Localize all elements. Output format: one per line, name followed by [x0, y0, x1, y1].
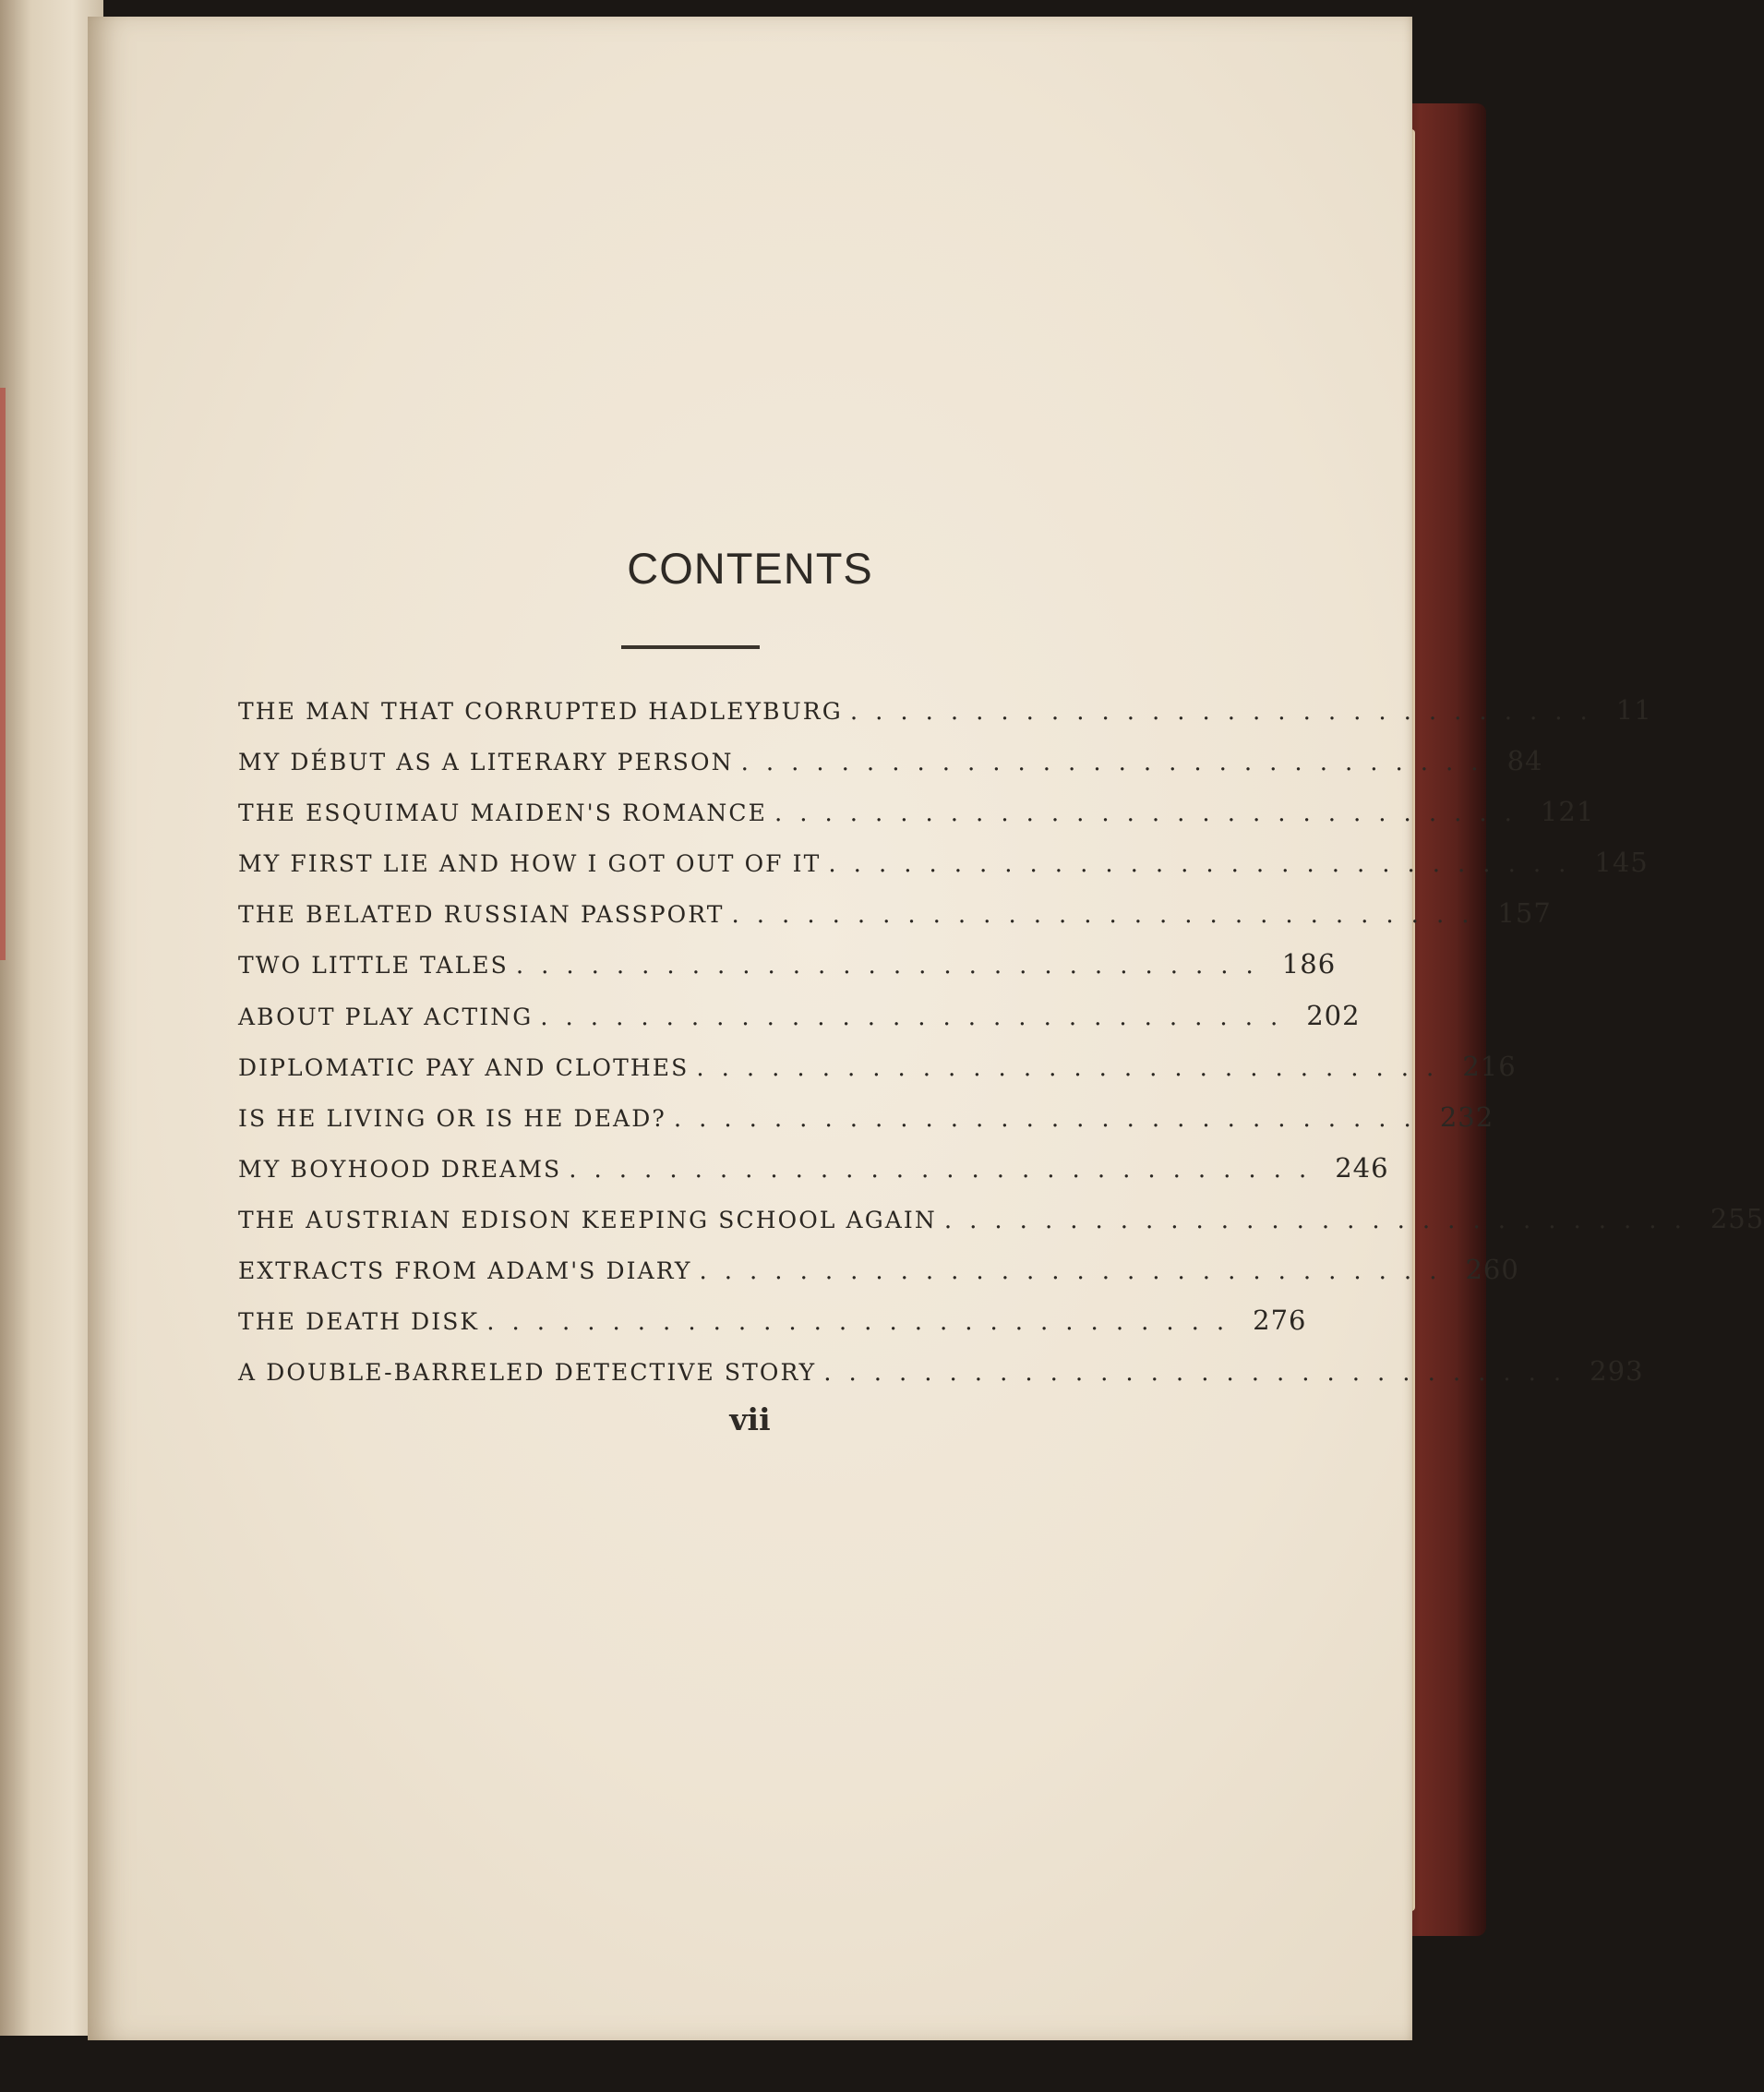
toc-leader-dots: ..............................	[540, 1003, 1296, 1031]
toc-leader-dots: ..............................	[828, 850, 1584, 879]
toc-entry-title: EXTRACTS FROM ADAM'S DIARY	[238, 1257, 692, 1285]
toc-entry-page: 121	[1540, 796, 1595, 828]
toc-leader-dots: ..............................	[740, 749, 1496, 777]
toc-entry-title: MY FIRST LIE AND HOW I GOT OUT OF IT	[238, 850, 822, 878]
toc-entry	[238, 1050, 1517, 1101]
toc-entry	[238, 1151, 1389, 1203]
left-page-edge-marks	[0, 388, 6, 960]
toc-leader-dots: ..............................	[774, 800, 1530, 828]
toc-entry-page: 157	[1497, 897, 1552, 930]
toc-leader-dots: ..............................	[673, 1104, 1429, 1133]
toc-entry-page: 293	[1590, 1355, 1644, 1388]
toc-entry-title: MY DÉBUT AS A LITERARY PERSON	[238, 749, 734, 776]
toc-entry-title: IS HE LIVING OR IS HE DEAD?	[238, 1104, 666, 1132]
toc-entry-page: 202	[1306, 999, 1361, 1031]
toc-entry-title: THE BELATED RUSSIAN PASSPORT	[238, 901, 725, 929]
toc-entry	[238, 1254, 1519, 1304]
toc-entry-page: 186	[1281, 948, 1337, 980]
toc-entry-title: ABOUT PLAY ACTING	[238, 1003, 534, 1030]
toc-entry	[238, 948, 1337, 999]
toc-entry-page: 232	[1439, 1100, 1494, 1133]
toc-entry-title: THE MAN THAT CORRUPTED HADLEYBURG	[238, 698, 843, 725]
toc-entry-title: A DOUBLE-BARRELED DETECTIVE STORY	[238, 1359, 817, 1387]
toc-entry	[238, 1202, 1764, 1254]
toc-leader-dots: ..............................	[699, 1257, 1455, 1286]
toc-entry-title: MY BOYHOOD DREAMS	[238, 1155, 562, 1183]
toc-entry-title: TWO LITTLE TALES	[238, 952, 509, 980]
toc-entry	[238, 1100, 1494, 1152]
toc-entry	[238, 694, 1652, 745]
toc-entry-page: 255	[1710, 1202, 1764, 1234]
toc-leader-dots: ..............................	[486, 1308, 1242, 1337]
toc-entry	[238, 796, 1595, 847]
toc-leader-dots: ..............................	[849, 698, 1605, 726]
toc-entry-page: 260	[1465, 1254, 1519, 1286]
toc-leader-dots: ..............................	[696, 1053, 1452, 1082]
page-folio: vii	[729, 1401, 771, 1437]
toc-leader-dots: ..............................	[731, 901, 1487, 930]
contents-heading: CONTENTS	[627, 544, 873, 593]
toc-entry-title: THE ESQUIMAU MAIDEN'S ROMANCE	[238, 800, 767, 827]
toc-entry-page: 84	[1506, 745, 1543, 777]
heading-rule	[621, 645, 760, 649]
toc-leader-dots: ..............................	[823, 1359, 1579, 1388]
toc-leader-dots: ..............................	[569, 1155, 1325, 1184]
toc-entry-page: 145	[1594, 847, 1649, 879]
toc-entry	[238, 847, 1649, 897]
toc-entry-title: THE AUSTRIAN EDISON KEEPING SCHOOL AGAIN	[238, 1206, 937, 1233]
toc-entry-page: 216	[1462, 1050, 1517, 1082]
toc-entry-title: THE DEATH DISK	[238, 1308, 480, 1336]
toc-entry	[238, 1355, 1644, 1406]
toc-entry	[238, 897, 1552, 948]
toc-entry-page: 11	[1615, 694, 1652, 726]
book-page	[88, 17, 1764, 2040]
toc-leader-dots: ..............................	[515, 952, 1271, 980]
toc-entry-page: 246	[1335, 1151, 1389, 1184]
toc-entry-title: DIPLOMATIC PAY AND CLOTHES	[238, 1053, 690, 1081]
toc-entry	[238, 745, 1543, 796]
table-of-contents	[238, 694, 1764, 1406]
toc-entry	[238, 1304, 1307, 1355]
toc-leader-dots: ..............................	[943, 1206, 1699, 1234]
toc-entry-page: 276	[1253, 1304, 1307, 1337]
toc-entry	[238, 999, 1361, 1051]
